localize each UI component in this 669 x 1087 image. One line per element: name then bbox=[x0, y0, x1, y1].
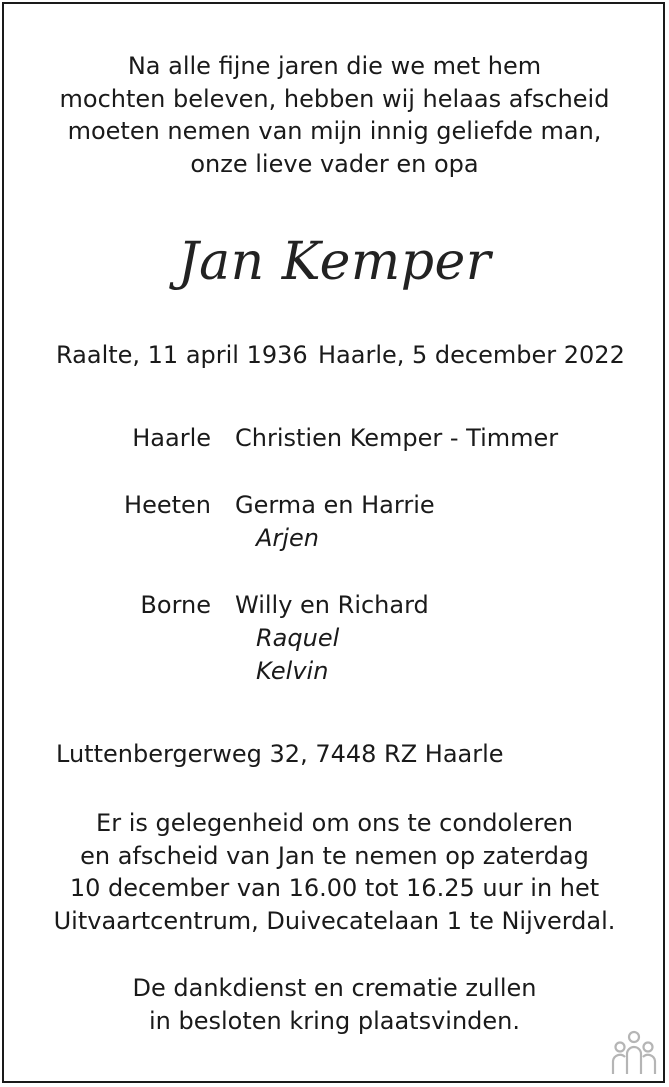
family-place: Borne bbox=[140, 591, 211, 619]
closing-text bbox=[0, 972, 669, 1037]
family-names: Willy en Richard bbox=[235, 591, 429, 619]
grandchild-name: Raquel bbox=[256, 624, 340, 652]
condolence-line: Uitvaartcentrum, Duivecatelaan 1 te Nijverdal. bbox=[53, 906, 616, 935]
intro-line: moeten nemen van mijn innig geliefde man, bbox=[67, 117, 602, 145]
family-names: Germa en Harrie bbox=[235, 491, 435, 519]
intro-line: onze lieve vader en opa bbox=[190, 149, 479, 178]
intro-text bbox=[0, 50, 669, 180]
family-place: Haarle bbox=[132, 424, 211, 452]
intro-line: Na alle fijne jaren die we met hem bbox=[127, 52, 542, 80]
people-group-icon bbox=[608, 1030, 660, 1076]
condolence-text bbox=[0, 807, 669, 937]
condolence-line: Er is gelegenheid om ons te condoleren bbox=[96, 809, 573, 837]
closing-line: De dankdienst en crematie zullen bbox=[132, 974, 537, 1002]
grandchild-name: Kelvin bbox=[256, 657, 329, 685]
death-date: Haarle, 5 december 2022 bbox=[318, 341, 625, 369]
family-names: Christien Kemper - Timmer bbox=[235, 424, 559, 452]
home-address: Luttenbergerweg 32, 7448 RZ Haarle bbox=[56, 740, 504, 768]
family-place: Heeten bbox=[124, 491, 211, 519]
closing-line: in besloten kring plaatsvinden. bbox=[148, 1006, 521, 1035]
intro-line: mochten beleven, hebben wij helaas afscheid bbox=[59, 84, 610, 113]
condolence-line: 10 december van 16.00 tot 16.25 uur in het bbox=[69, 874, 600, 902]
grandchild-name: Arjen bbox=[256, 524, 319, 552]
deceased-name: Jan Kemper bbox=[177, 232, 492, 292]
condolence-line: en afscheid van Jan te nemen op zaterdag bbox=[80, 841, 589, 870]
birth-date: Raalte, 11 april 1936 bbox=[56, 341, 308, 369]
